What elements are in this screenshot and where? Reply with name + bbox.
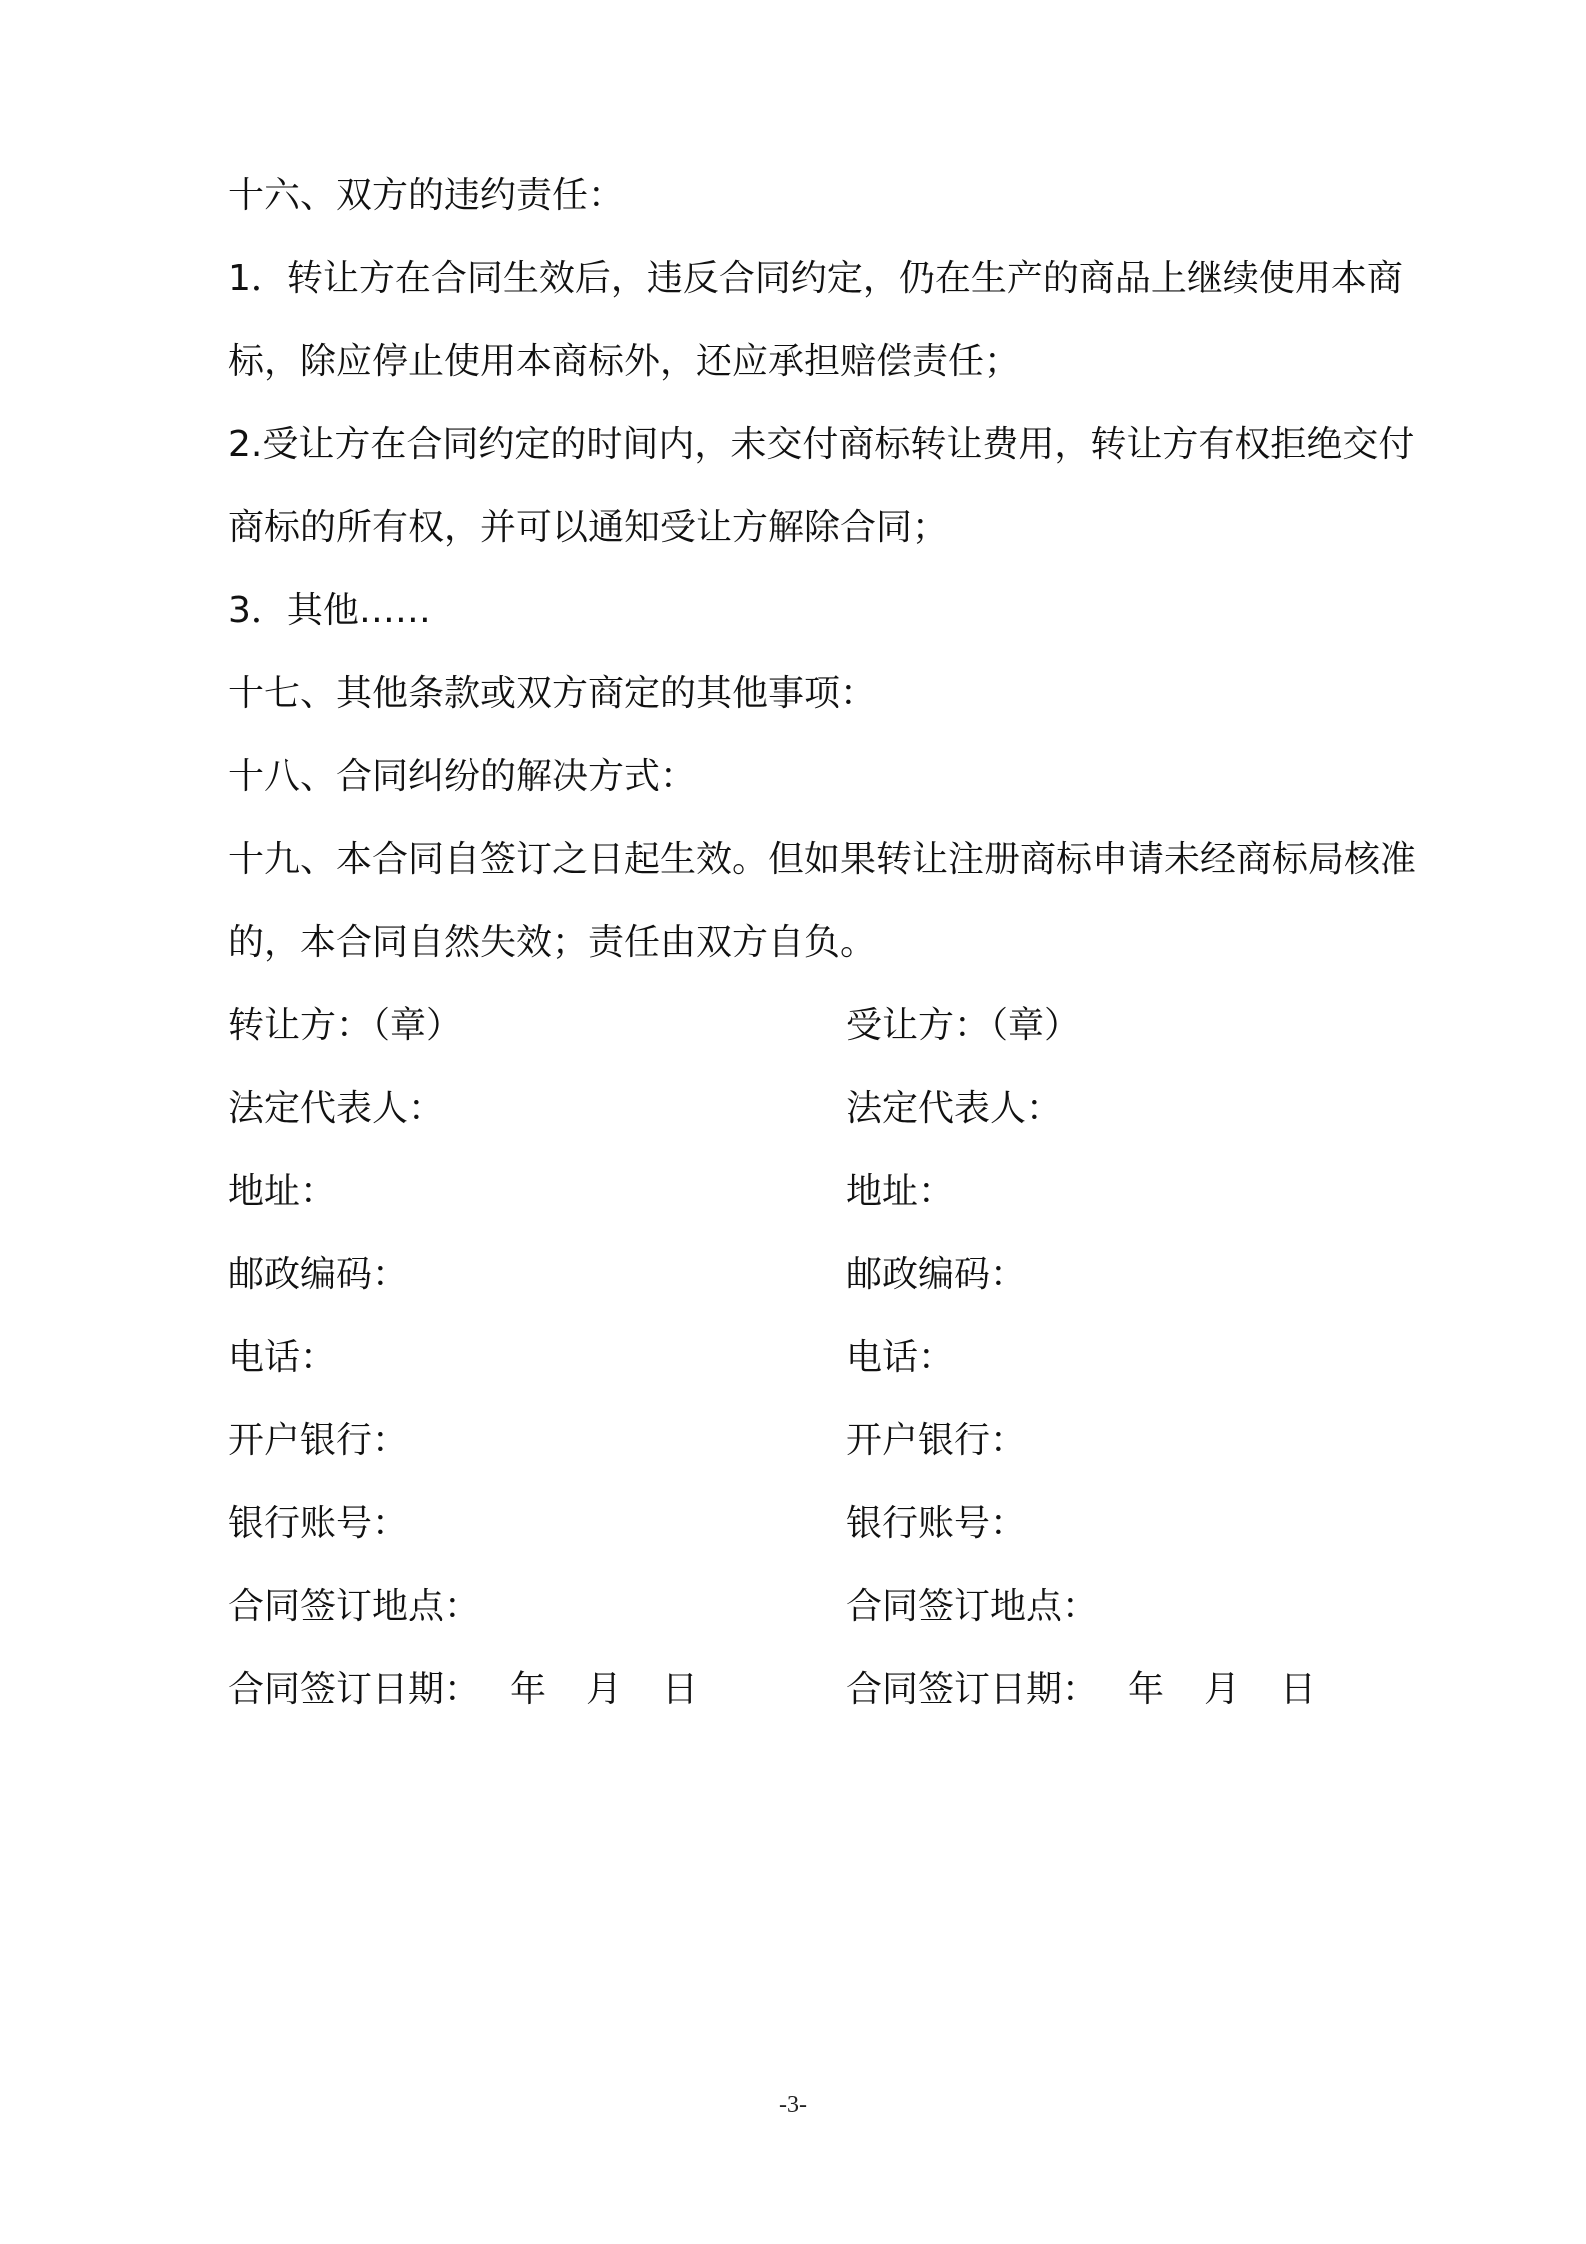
transferor-bank-label: 开户银行：	[228, 1420, 409, 1461]
signature-row-seal	[228, 984, 1428, 1067]
clause-16-item-2: 2.受让方在合同约定的时间内，未交付商标转让费用，转让方有权拒绝交付商标的所有权，并可以通知受让方解除合同；	[228, 424, 1415, 548]
signature-row-phone	[228, 1316, 1428, 1399]
clause-16-item-3: 3．其他……	[228, 590, 431, 631]
transferee-account-label: 银行账号：	[846, 1503, 1027, 1544]
clause-19-text: 十九、本合同自签订之日起生效。但如果转让注册商标申请未经商标局核准的，本合同自然失效；责任由双方自负。	[228, 839, 1417, 963]
transferor-date-day: 日	[662, 1669, 699, 1710]
transferee-date-label: 合同签订日期：	[846, 1669, 1099, 1710]
clause-17-heading: 十七、其他条款或双方商定的其他事项：	[228, 673, 877, 714]
transferee-bank-label: 开户银行：	[846, 1420, 1027, 1461]
transferor-account-label: 银行账号：	[228, 1503, 409, 1544]
transferee-signing-date	[846, 1648, 1316, 1731]
clause-16-item-1: 1．转让方在合同生效后，违反合同约定，仍在生产的商品上继续使用本商标，除应停止使用本商标外，还应承担赔偿责任；	[228, 258, 1403, 382]
transferee-date-day: 日	[1280, 1669, 1317, 1710]
transferor-signing-date	[228, 1648, 846, 1731]
transferor-representative-label: 法定代表人：	[228, 1088, 445, 1129]
signature-block	[228, 984, 1428, 1731]
transferee-representative-label: 法定代表人：	[846, 1088, 1063, 1129]
transferor-date-year: 年	[510, 1669, 547, 1710]
page-number: -3-	[779, 2092, 807, 2118]
transferee-seal-label: 受让方：（章）	[846, 1005, 1081, 1046]
transferee-date-month: 月	[1204, 1669, 1241, 1710]
clause-18-heading: 十八、合同纠纷的解决方式：	[228, 756, 697, 797]
transferor-postcode-label: 邮政编码：	[228, 1254, 409, 1295]
signature-row-address	[228, 1150, 1428, 1233]
document-body	[228, 154, 1428, 1731]
transferor-date-month: 月	[586, 1669, 623, 1710]
signature-row-date	[228, 1648, 1428, 1731]
signature-row-bank	[228, 1399, 1428, 1482]
clause-16-heading: 十六、双方的违约责任：	[228, 175, 625, 216]
transferee-signing-place-label: 合同签订地点：	[846, 1586, 1099, 1627]
signature-row-postcode	[228, 1233, 1428, 1316]
transferee-address-label: 地址：	[846, 1171, 955, 1212]
signature-row-place	[228, 1565, 1428, 1648]
transferee-phone-label: 电话：	[846, 1337, 955, 1378]
signature-row-account	[228, 1482, 1428, 1565]
transferor-date-label: 合同签订日期：	[228, 1669, 481, 1710]
transferee-date-year: 年	[1128, 1669, 1165, 1710]
transferor-phone-label: 电话：	[228, 1337, 337, 1378]
transferor-seal-label: 转让方：（章）	[228, 1005, 463, 1046]
transferor-signing-place-label: 合同签订地点：	[228, 1586, 481, 1627]
signature-row-representative	[228, 1067, 1428, 1150]
transferor-address-label: 地址：	[228, 1171, 337, 1212]
transferee-postcode-label: 邮政编码：	[846, 1254, 1027, 1295]
